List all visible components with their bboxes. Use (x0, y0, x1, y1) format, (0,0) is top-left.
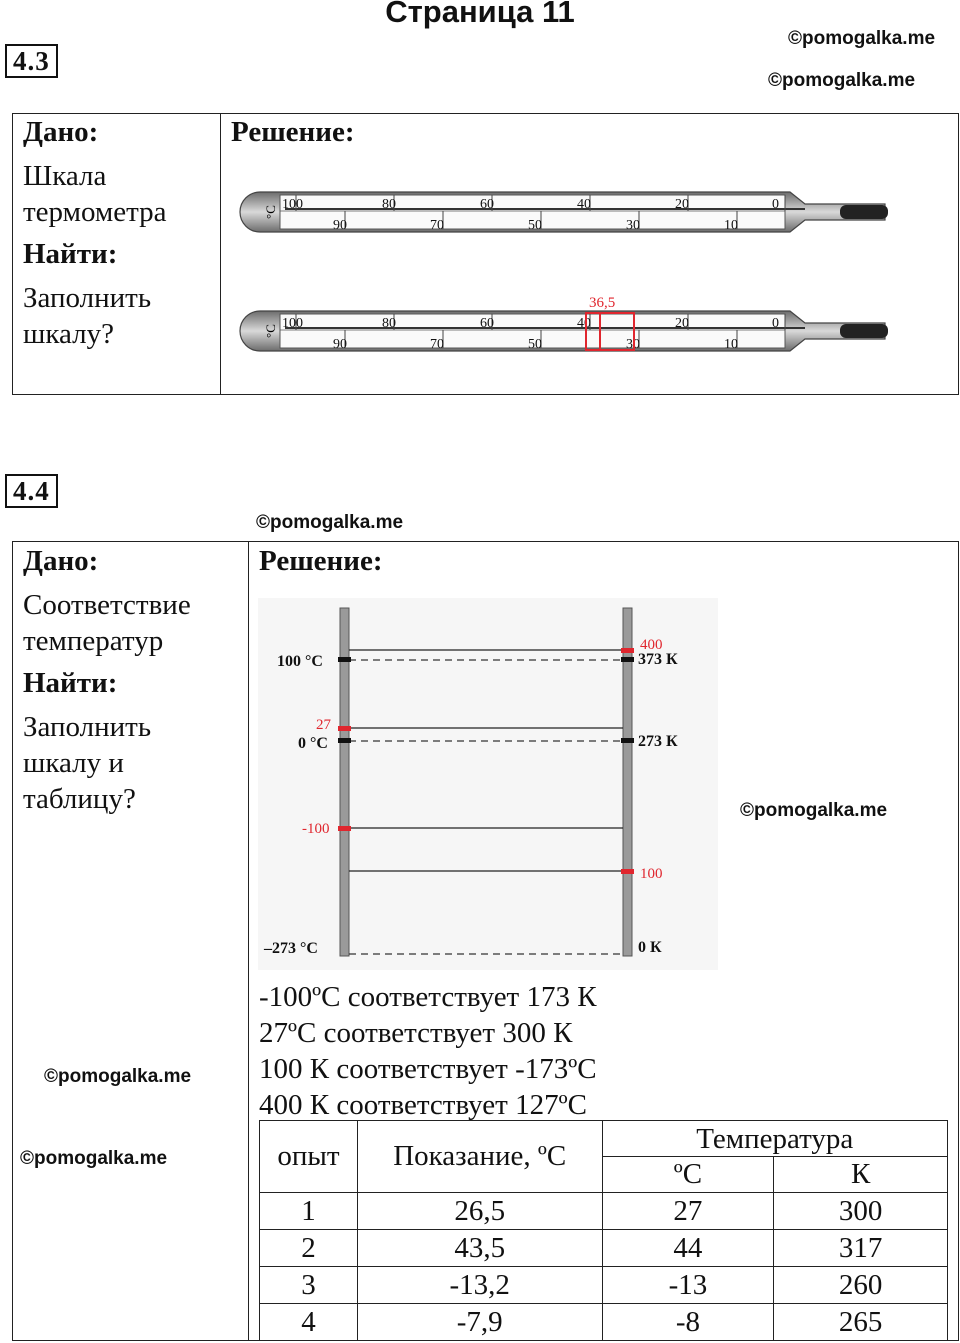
find-line: таблицу? (23, 783, 136, 815)
header-reading: Показание, ºС (357, 1121, 602, 1193)
celsius-label: 0 °C (298, 735, 328, 752)
scale-figure (258, 598, 718, 970)
given-label: Дано: (23, 545, 99, 577)
table-cell: 4 (260, 1304, 358, 1341)
table-cell: 3 (260, 1267, 358, 1304)
given-label: Дано: (23, 116, 99, 148)
table-cell: 317 (774, 1230, 948, 1267)
tick-label: 40 (577, 316, 591, 331)
table-cell: 260 (774, 1267, 948, 1304)
tick-label: 100 (282, 197, 303, 212)
tick-label: 10 (724, 218, 738, 233)
given-line: температур (23, 625, 164, 657)
tick-label: 20 (675, 316, 689, 331)
watermark: ©pomogalka.me (44, 1066, 192, 1087)
table-cell: -13,2 (357, 1267, 602, 1304)
tick-label: 60 (480, 197, 494, 212)
tick-label: 20 (675, 197, 689, 212)
given-line: Шкала (23, 160, 107, 192)
solution-label: Решение: (231, 116, 355, 148)
find-text (23, 280, 151, 352)
table-cell: 300 (774, 1193, 948, 1230)
results-table (259, 1120, 948, 1341)
table-cell: 1 (260, 1193, 358, 1230)
find-text (23, 709, 151, 817)
tick-label: 80 (382, 316, 396, 331)
tick-label: 40 (577, 197, 591, 212)
celsius-label: –273 °C (264, 940, 318, 957)
page-title: Страница 11 (385, 0, 575, 29)
added-label: 100 (640, 866, 663, 882)
added-label: 400 (640, 637, 663, 653)
solution-line: 27ºС соответствует 300 К (259, 1017, 573, 1049)
find-label: Найти: (23, 667, 118, 699)
given-line: Соответствие (23, 589, 191, 621)
added-label: -100 (302, 821, 330, 837)
kelvin-label: 373 К (638, 651, 678, 668)
tick-label: 90 (333, 218, 347, 233)
watermark: ©pomogalka.me (740, 800, 888, 821)
table-cell: 43,5 (357, 1230, 602, 1267)
solution-label: Решение: (259, 545, 383, 577)
watermark: ©pomogalka.me (256, 512, 404, 533)
added-label: 27 (316, 717, 331, 733)
table-cell: -8 (602, 1304, 774, 1341)
tick-label: 60 (480, 316, 494, 331)
find-line: Заполнить (23, 282, 152, 314)
tick-label: 100 (282, 316, 303, 331)
problem-number: 4.4 (5, 474, 58, 508)
find-label: Найти: (23, 238, 118, 270)
tick-label: 80 (382, 197, 396, 212)
watermark: ©pomogalka.me (788, 28, 936, 49)
header-temperature: Температура (602, 1121, 947, 1157)
table-row (260, 1193, 948, 1230)
watermark: ©pomogalka.me (768, 70, 916, 91)
header-celsius: ºС (602, 1157, 774, 1193)
find-line: шкалу и (23, 747, 124, 779)
mark-label: 36,5 (589, 295, 616, 311)
tick-label: 10 (724, 337, 738, 352)
tick-label: 90 (333, 337, 347, 352)
tick-label: 0 (772, 197, 779, 212)
celsius-label: 100 °C (277, 653, 323, 670)
solution-text (259, 979, 597, 1123)
unit-label: °C (263, 205, 278, 219)
table-cell: 26,5 (357, 1193, 602, 1230)
given-text (23, 158, 167, 230)
tick-label: 50 (528, 218, 542, 233)
table-cell: 27 (602, 1193, 774, 1230)
table-cell: 2 (260, 1230, 358, 1267)
tick-label: 50 (528, 337, 542, 352)
table-row (260, 1267, 948, 1304)
table-row (260, 1304, 948, 1341)
table-row (260, 1230, 948, 1267)
tick-label: 70 (430, 218, 444, 233)
unit-label: °C (263, 324, 278, 338)
given-text (23, 587, 191, 659)
table-cell: 265 (774, 1304, 948, 1341)
column-divider (220, 113, 221, 395)
given-line: термометра (23, 196, 167, 228)
thermometer-1 (240, 192, 888, 233)
kelvin-label: 273 К (638, 733, 678, 750)
thermometer-2 (240, 311, 888, 352)
tick-label: 30 (626, 337, 640, 352)
header-experiment: опыт (260, 1121, 358, 1193)
tick-label: 70 (430, 337, 444, 352)
tick-label: 30 (626, 218, 640, 233)
solution-line: 100 К соответствует -173ºС (259, 1053, 597, 1085)
solution-line: 400 К соответствует 127ºС (259, 1089, 587, 1121)
problem-number: 4.3 (5, 44, 58, 78)
solution-line: -100ºС соответствует 173 К (259, 981, 597, 1013)
kelvin-label: 0 К (638, 939, 662, 956)
watermark: ©pomogalka.me (20, 1148, 168, 1169)
column-divider (248, 541, 249, 1341)
thermometer-figure (230, 180, 930, 390)
table-cell: -7,9 (357, 1304, 602, 1341)
table-cell: 44 (602, 1230, 774, 1267)
tick-label: 0 (772, 316, 779, 331)
header-kelvin: К (774, 1157, 948, 1193)
table-cell: -13 (602, 1267, 774, 1304)
find-line: шкалу? (23, 318, 114, 350)
find-line: Заполнить (23, 711, 152, 743)
